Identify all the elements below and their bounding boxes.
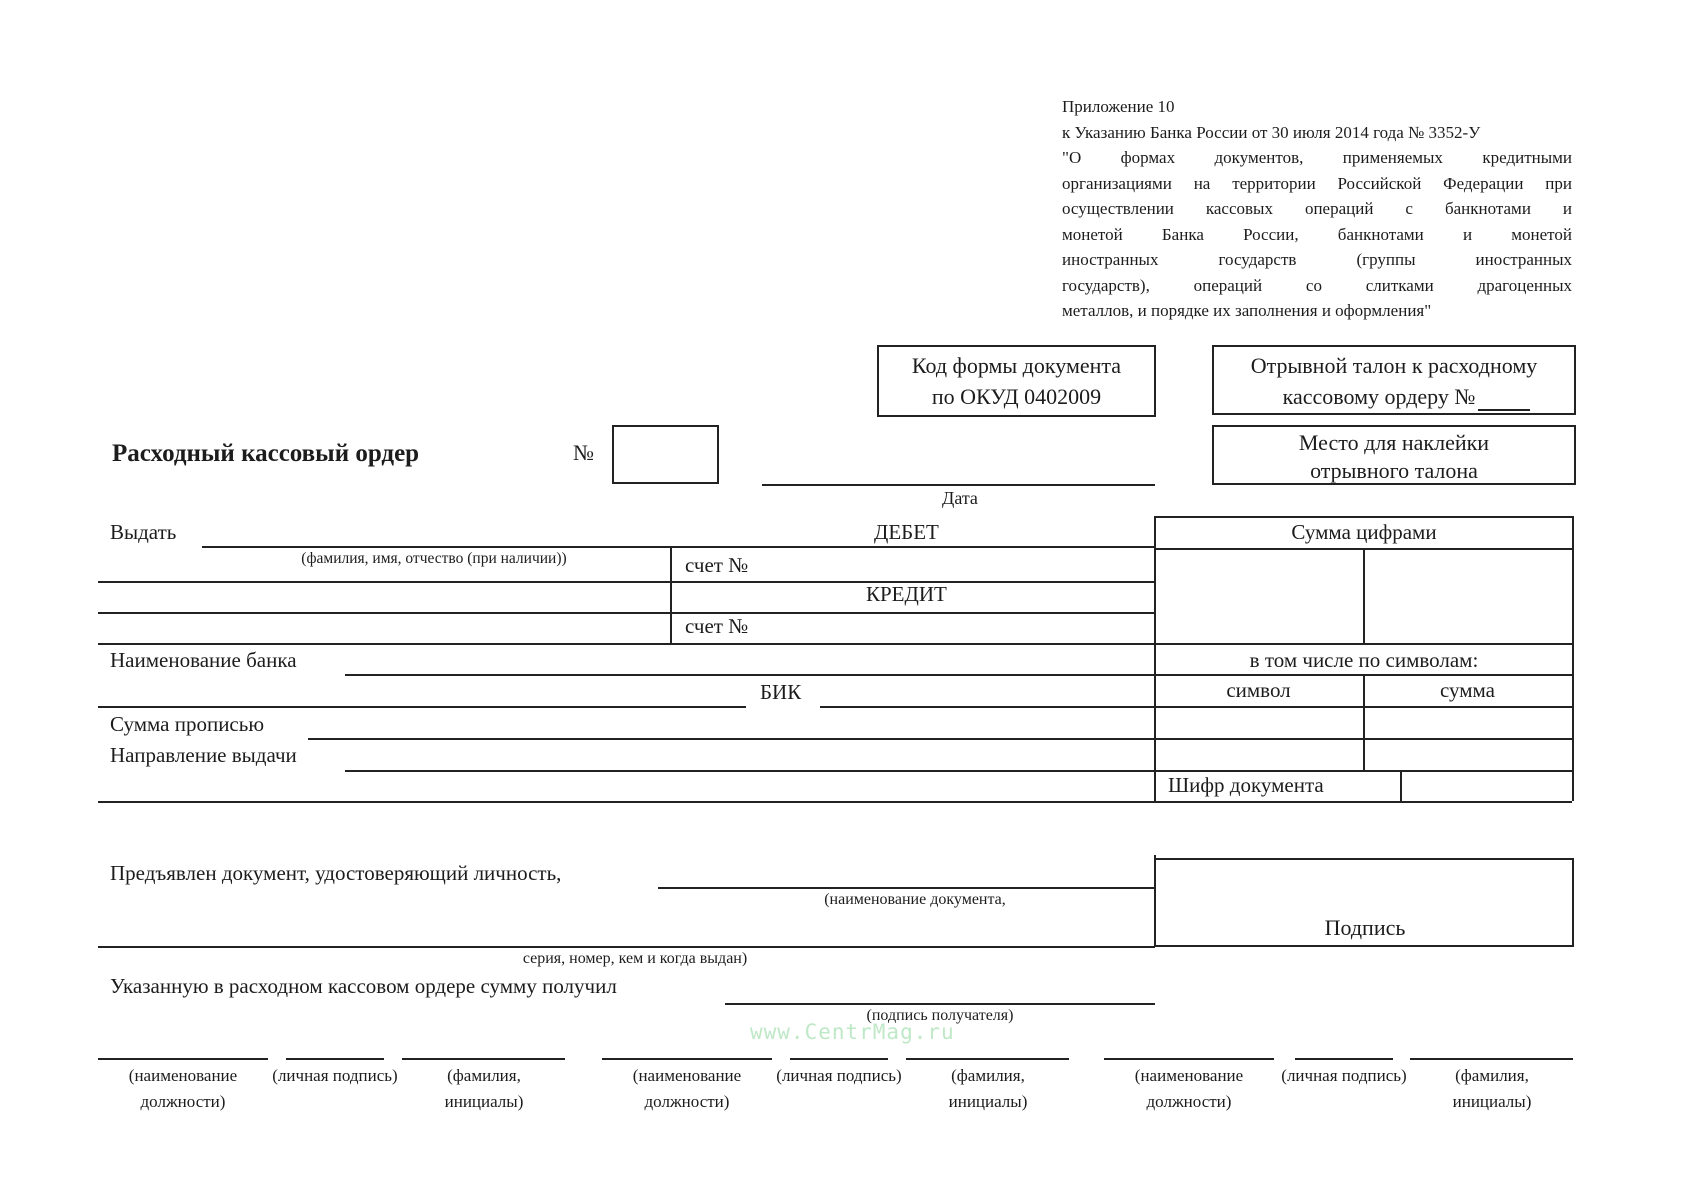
credit-label: КРЕДИТ: [866, 582, 947, 606]
position-caption: (наименование должности): [1134, 1066, 1244, 1111]
sticker-place-box: [1212, 425, 1576, 485]
bik-line[interactable]: [820, 706, 1155, 708]
form-line: [98, 612, 1155, 614]
symbol-column-header: символ: [1226, 678, 1291, 702]
id-document-line[interactable]: [658, 887, 1155, 889]
amount-in-words-line[interactable]: [308, 738, 1155, 740]
stub-line-1: Отрывной талон к расходному: [1250, 353, 1538, 378]
form-line: [98, 643, 1155, 645]
signature-line[interactable]: [1410, 1058, 1573, 1060]
appendix-note: [1062, 94, 1572, 324]
id-series-caption: серия, номер, кем и когда выдан): [522, 950, 748, 967]
debit-label: ДЕБЕТ: [874, 520, 939, 544]
signature-line[interactable]: [98, 1058, 268, 1060]
fio-caption: (фамилия, имя, отчество (при наличии)): [301, 550, 567, 567]
appendix-quote-line: организациями на территории Российской Федерации при: [1062, 173, 1572, 193]
id-document-caption: (наименование документа,: [824, 891, 1006, 908]
signature-label: Подпись: [1324, 915, 1406, 940]
signature-line[interactable]: [286, 1058, 384, 1060]
okud-code-box: [877, 345, 1156, 417]
issue-to-label: Выдать: [110, 520, 177, 544]
order-number-field[interactable]: [612, 425, 719, 484]
appendix-number: Приложение 10: [1062, 97, 1175, 116]
appendix-quote-line: осуществлении кассовых операций с банкнотами и: [1062, 199, 1572, 218]
appendix-quote-line: иностранных государств (группы иностранных: [1062, 250, 1572, 269]
okud-line-1: Код формы документа: [911, 353, 1122, 378]
position-caption: (наименование должности): [632, 1066, 742, 1111]
personal-signature-caption: (личная подпись): [776, 1066, 902, 1085]
document-cipher-label: Шифр документа: [1168, 773, 1324, 797]
received-label: Указанную в расходном кассовом ордере сумму получил: [110, 974, 617, 998]
detachable-stub-box: [1212, 345, 1576, 415]
document-title: Расходный кассовый ордер: [112, 440, 420, 467]
table-line: [1154, 738, 1574, 740]
debit-account-label: счет №: [685, 553, 749, 577]
signature-line[interactable]: [790, 1058, 888, 1060]
stub-line-2: кассовому ордеру №: [1282, 384, 1476, 409]
sum-column-header: сумма: [1439, 678, 1496, 702]
symbol-sum-divider: [1363, 674, 1365, 770]
name-initials-caption: (фамилия, инициалы): [444, 1066, 524, 1111]
appendix-quote-last-line: металлов, и порядке их заполнения и оформления": [1062, 301, 1432, 320]
signature-line[interactable]: [1295, 1058, 1393, 1060]
stub-number-line: [1478, 409, 1530, 411]
personal-signature-caption: (личная подпись): [272, 1066, 398, 1085]
personal-signature-caption: (личная подпись): [1281, 1066, 1407, 1085]
recipient-signature-line[interactable]: [725, 1003, 1155, 1005]
position-caption: (наименование должности): [128, 1066, 238, 1111]
recipient-name-line[interactable]: [202, 546, 1155, 548]
recipient-signature-caption: (подпись получателя): [866, 1007, 1014, 1024]
sticker-line-2: отрывного талона: [1310, 458, 1478, 483]
bik-label: БИК: [760, 680, 802, 704]
direction-line[interactable]: [345, 770, 1155, 772]
appendix-quote-line: государств), операций со слитками драгоценных: [1062, 275, 1572, 295]
bank-name-line-2[interactable]: [98, 706, 746, 708]
bank-name-label: Наименование банка: [110, 648, 297, 672]
signature-line[interactable]: [906, 1058, 1069, 1060]
bank-name-line[interactable]: [345, 674, 1155, 676]
table-line: [1154, 770, 1574, 772]
appendix-reference: к Указанию Банка России от 30 июля 2014 года № 3352-У: [1062, 122, 1481, 142]
signature-line[interactable]: [602, 1058, 772, 1060]
signature-line[interactable]: [1104, 1058, 1274, 1060]
sticker-line-1: Место для наклейки: [1298, 430, 1490, 455]
amount-cell-divider: [1363, 548, 1365, 644]
direction-label: Направление выдачи: [110, 743, 297, 767]
signature-line[interactable]: [402, 1058, 565, 1060]
form-bottom-line: [98, 801, 1572, 803]
appendix-quote-line: "О формах документов, применяемых кредитными: [1062, 148, 1572, 167]
number-sign: №: [573, 440, 594, 465]
by-symbols-header: в том числе по символам:: [1249, 648, 1479, 672]
appendix-quote-line: монетой Банка России, банкнотами и монетой: [1062, 224, 1572, 244]
cipher-divider: [1400, 770, 1402, 801]
table-line: [1154, 643, 1574, 645]
name-initials-caption: (фамилия, инициалы): [948, 1066, 1028, 1111]
id-document-label: Предъявлен документ, удостоверяющий личность,: [110, 861, 562, 885]
id-document-line-2[interactable]: [98, 946, 1155, 948]
credit-account-label: счет №: [685, 614, 749, 638]
name-initials-caption: (фамилия, инициалы): [1452, 1066, 1532, 1111]
table-line: [1154, 706, 1574, 708]
amount-in-figures-header: Сумма цифрами: [1291, 520, 1437, 544]
amount-in-words-label: Сумма прописью: [110, 712, 265, 736]
date-field-line[interactable]: [762, 484, 1155, 486]
date-caption: Дата: [942, 488, 978, 508]
account-divider: [670, 548, 672, 644]
table-top-border: [1154, 516, 1574, 518]
watermark: www.CentrMag.ru: [750, 1020, 955, 1044]
form-line: [98, 581, 1155, 583]
okud-line-2: по ОКУД 0402009: [931, 384, 1102, 409]
